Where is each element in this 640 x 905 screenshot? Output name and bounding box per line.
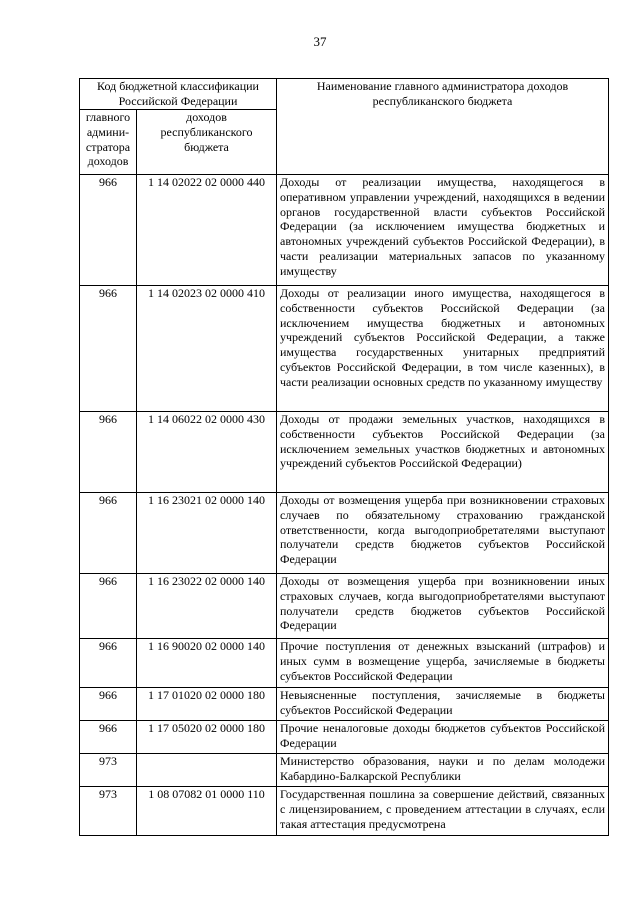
name-cell: Доходы от возмещения ущерба при возникновении иных страховых случаев, когда выгодоприобретателями выступают получатели средств бюджетов субъектов Российской Федерации bbox=[277, 574, 609, 639]
admin-code-cell: 966 bbox=[80, 286, 137, 412]
name-cell: Прочие неналоговые доходы бюджетов субъектов Российской Федерации bbox=[277, 721, 609, 754]
name-cell: Министерство образования, науки и по делам молодежи Кабардино-Балкарской Республики bbox=[277, 754, 609, 787]
admin-code-cell: 973 bbox=[80, 754, 137, 787]
table-row bbox=[80, 787, 609, 836]
table-row bbox=[80, 754, 609, 787]
admin-code-cell: 973 bbox=[80, 787, 137, 836]
table-row bbox=[80, 175, 609, 286]
header-name-cell: Наименование главного администратора доходов республиканского бюджета bbox=[277, 79, 609, 175]
name-cell: Доходы от реализации иного имущества, находящегося в собственности субъектов Российской Федерации (за исключением имущества бюджетных и автономных учреждений субъектов Российской Федерации, а также имущества государственных унитарных предприятий субъектов Российской Федерации, в том числе казенных), в части реализации основных средств по указанному имуществу bbox=[277, 286, 609, 412]
page-number: 37 bbox=[313, 34, 327, 49]
header-admin-cell: главного админи-стратора доходов bbox=[80, 110, 137, 175]
revenue-code-cell: 1 16 90020 02 0000 140 bbox=[137, 639, 277, 688]
revenue-code-cell: 1 14 02023 02 0000 410 bbox=[137, 286, 277, 412]
header-group-cell: Код бюджетной классификации Российской Федерации bbox=[80, 79, 277, 110]
revenue-code-cell: 1 14 02022 02 0000 440 bbox=[137, 175, 277, 286]
revenue-code-cell bbox=[137, 754, 277, 787]
revenue-code-cell: 1 16 23022 02 0000 140 bbox=[137, 574, 277, 639]
table-row bbox=[80, 639, 609, 688]
header-row bbox=[80, 79, 609, 110]
table-row bbox=[80, 721, 609, 754]
admin-code-cell: 966 bbox=[80, 688, 137, 721]
header-code-cell: доходов республиканского бюджета bbox=[137, 110, 277, 175]
table-row bbox=[80, 286, 609, 412]
revenue-code-cell: 1 14 06022 02 0000 430 bbox=[137, 412, 277, 493]
name-cell: Доходы от продажи земельных участков, находящихся в собственности субъектов Российской Федерации (за исключением земельных участков бюджетных и автономных учреждений субъектов Российской Федерации) bbox=[277, 412, 609, 493]
name-cell: Прочие поступления от денежных взысканий (штрафов) и иных сумм в возмещение ущерба, зачисляемые в бюджеты субъектов Российской Федерации bbox=[277, 639, 609, 688]
admin-code-cell: 966 bbox=[80, 639, 137, 688]
name-cell: Доходы от возмещения ущерба при возникновении страховых случаев по обязательному страхованию гражданской ответственности, когда выгодоприобретателями выступают получатели средств бюджетов субъектов Российской Федерации bbox=[277, 493, 609, 574]
admin-code-cell: 966 bbox=[80, 721, 137, 754]
table-row bbox=[80, 493, 609, 574]
table-row bbox=[80, 688, 609, 721]
name-cell: Невыясненные поступления, зачисляемые в бюджеты субъектов Российской Федерации bbox=[277, 688, 609, 721]
name-cell: Доходы от реализации имущества, находящегося в оперативном управлении учреждений, находящихся в ведении органов государственной власти субъектов Российской Федерации (за исключением имущества бюджетных и автономных учреждений субъектов Российской Федерации), в части реализации материальных запасов по указанному имуществу bbox=[277, 175, 609, 286]
name-cell: Государственная пошлина за совершение действий, связанных с лицензированием, с проведением аттестации в случаях, если такая аттестация предусмотрена bbox=[277, 787, 609, 836]
revenue-code-cell: 1 17 05020 02 0000 180 bbox=[137, 721, 277, 754]
budget-table bbox=[79, 78, 609, 836]
revenue-code-cell: 1 16 23021 02 0000 140 bbox=[137, 493, 277, 574]
admin-code-cell: 966 bbox=[80, 412, 137, 493]
admin-code-cell: 966 bbox=[80, 574, 137, 639]
table-row bbox=[80, 412, 609, 493]
admin-code-cell: 966 bbox=[80, 493, 137, 574]
revenue-code-cell: 1 08 07082 01 0000 110 bbox=[137, 787, 277, 836]
table-row bbox=[80, 574, 609, 639]
admin-code-cell: 966 bbox=[80, 175, 137, 286]
revenue-code-cell: 1 17 01020 02 0000 180 bbox=[137, 688, 277, 721]
